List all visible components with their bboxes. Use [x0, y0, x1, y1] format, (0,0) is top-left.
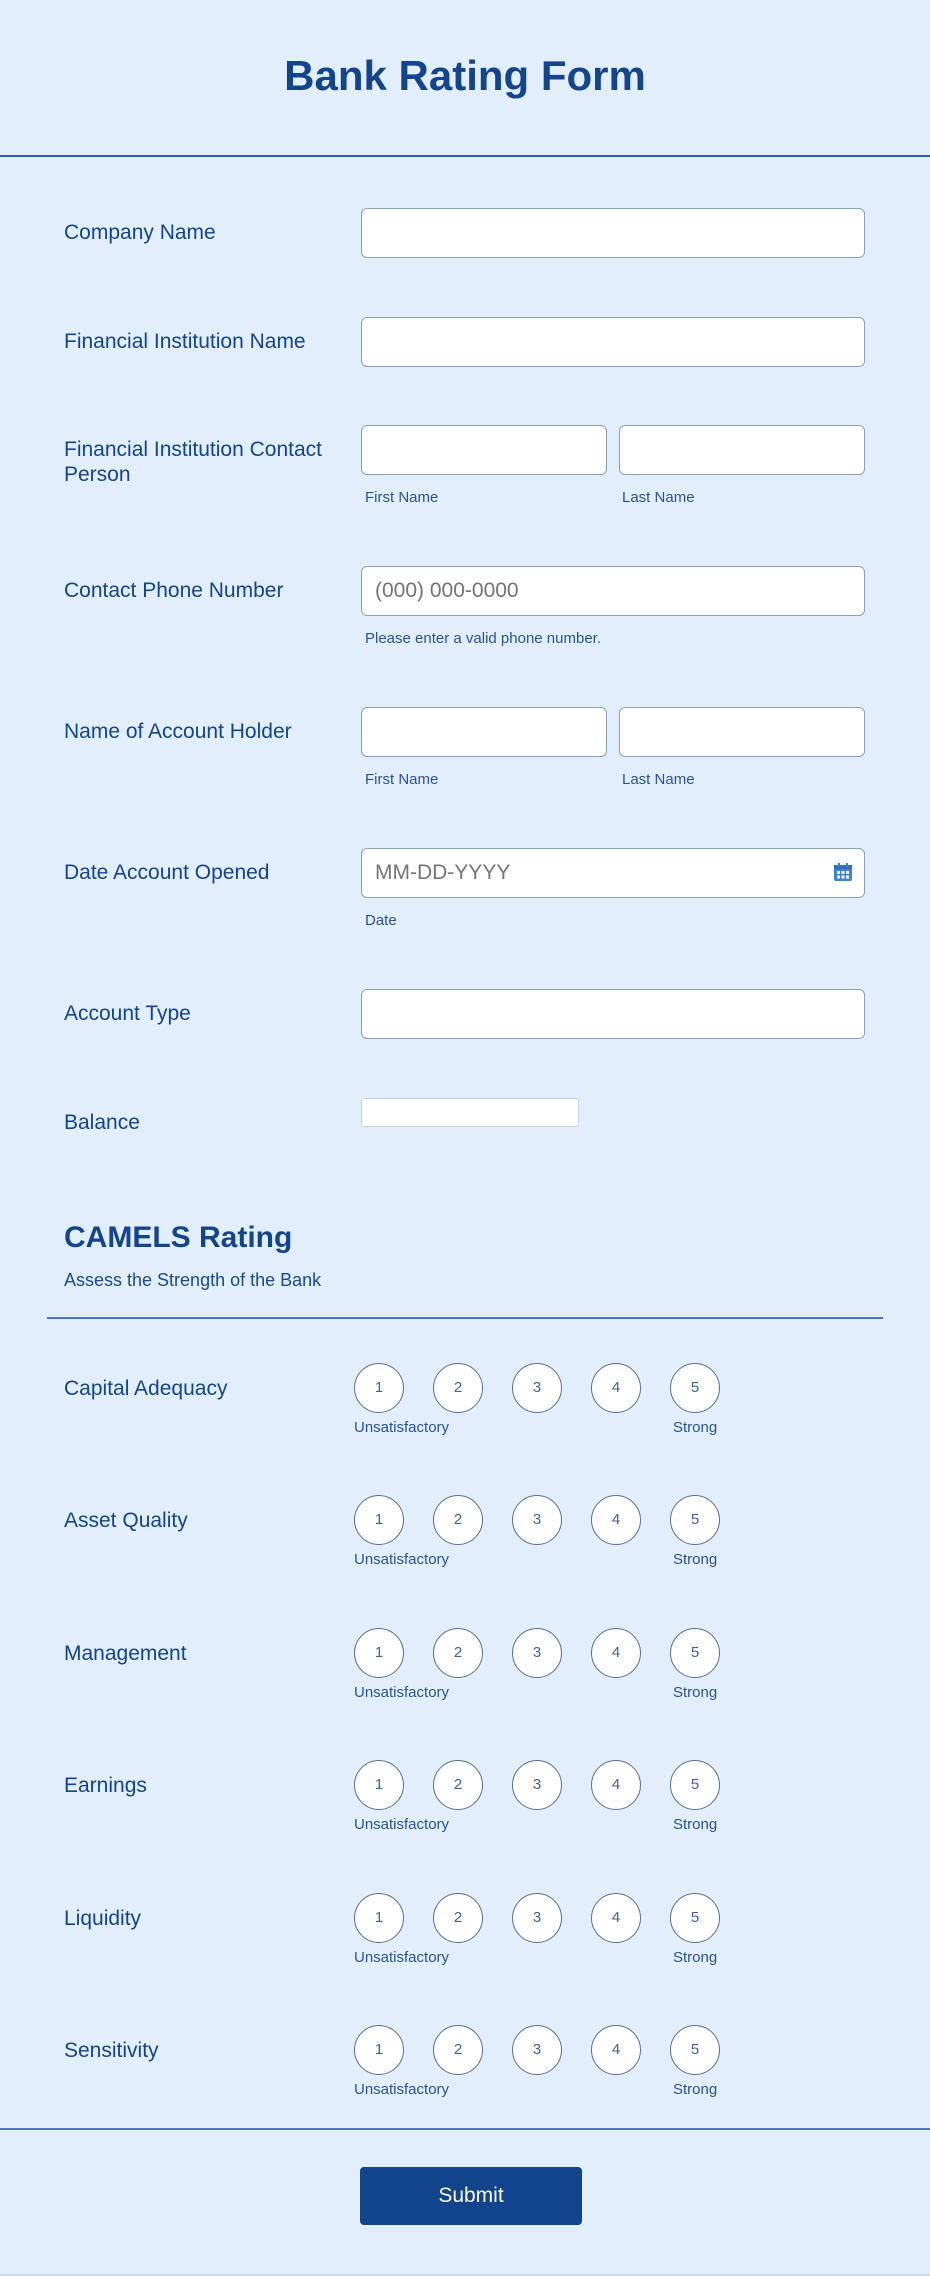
date-opened-input[interactable]: [361, 848, 865, 898]
contact-last-name-sublabel: Last Name: [622, 489, 695, 506]
date-opened-sublabel: Date: [365, 912, 397, 929]
rating-option-2[interactable]: 2: [433, 1495, 483, 1545]
scale-low-label: Unsatisfactory: [354, 1419, 450, 1436]
contact-last-name-input[interactable]: [619, 425, 865, 475]
form-title: Bank Rating Form: [284, 52, 646, 99]
rating-row: [0, 1495, 930, 1575]
rating-option-3[interactable]: 3: [512, 1760, 562, 1810]
rating-option-1[interactable]: 1: [354, 1495, 404, 1545]
rating-option-4[interactable]: 4: [591, 1760, 641, 1810]
rating-option-5[interactable]: 5: [670, 2025, 720, 2075]
rating-criterion-label: Management: [64, 1642, 187, 1665]
balance-label: Balance: [64, 1111, 140, 1134]
rating-criterion-label: Capital Adequacy: [64, 1377, 228, 1400]
camels-section-subtitle: Assess the Strength of the Bank: [64, 1270, 322, 1290]
date-opened-field: [361, 848, 865, 898]
rating-option-1[interactable]: 1: [354, 1363, 404, 1413]
rating-option-3[interactable]: 3: [512, 1628, 562, 1678]
rating-row: [0, 1893, 930, 1973]
rating-criterion-label: Asset Quality: [64, 1509, 188, 1532]
scale-high-label: Strong: [673, 1419, 718, 1436]
holder-last-name-sublabel: Last Name: [622, 771, 695, 788]
scale-high-label: Strong: [673, 2081, 718, 2098]
scale-low-label: Unsatisfactory: [354, 1949, 450, 1966]
company-name-label: Company Name: [64, 221, 216, 244]
rating-option-1[interactable]: 1: [354, 1760, 404, 1810]
scale-low-label: Unsatisfactory: [354, 1684, 450, 1701]
camels-section-title: CAMELS Rating: [64, 1221, 293, 1254]
form-header: [0, 0, 930, 157]
account-type-input[interactable]: [361, 989, 865, 1039]
rating-option-4[interactable]: 4: [591, 1363, 641, 1413]
rating-row: [0, 1363, 930, 1443]
rating-option-3[interactable]: 3: [512, 1495, 562, 1545]
rating-option-5[interactable]: 5: [670, 1628, 720, 1678]
scale-high-label: Strong: [673, 1949, 718, 1966]
date-opened-label: Date Account Opened: [64, 861, 270, 884]
rating-option-5[interactable]: 5: [670, 1363, 720, 1413]
submit-button[interactable]: Submit: [360, 2167, 582, 2225]
rating-option-2[interactable]: 2: [433, 1760, 483, 1810]
rating-option-5[interactable]: 5: [670, 1893, 720, 1943]
scale-high-label: Strong: [673, 1684, 718, 1701]
scale-low-label: Unsatisfactory: [354, 1551, 450, 1568]
holder-last-name-input[interactable]: [619, 707, 865, 757]
contact-person-label: Financial Institution Contact Person: [64, 438, 322, 486]
rating-option-3[interactable]: 3: [512, 2025, 562, 2075]
scale-high-label: Strong: [673, 1551, 718, 1568]
company-name-input[interactable]: [361, 208, 865, 258]
rating-option-1[interactable]: 1: [354, 2025, 404, 2075]
holder-first-name-sublabel: First Name: [365, 771, 439, 788]
calendar-icon[interactable]: [833, 862, 853, 882]
rating-criterion-label: Earnings: [64, 1774, 147, 1797]
rating-option-4[interactable]: 4: [591, 2025, 641, 2075]
rating-option-5[interactable]: 5: [670, 1760, 720, 1810]
contact-phone-hint: Please enter a valid phone number.: [365, 630, 601, 647]
contact-phone-input[interactable]: [361, 566, 865, 616]
balance-input[interactable]: [361, 1098, 579, 1127]
rating-criterion-label: Sensitivity: [64, 2039, 159, 2062]
rating-option-1[interactable]: 1: [354, 1893, 404, 1943]
rating-row: [0, 1628, 930, 1708]
account-type-label: Account Type: [64, 1002, 191, 1025]
rating-option-2[interactable]: 2: [433, 1363, 483, 1413]
scale-low-label: Unsatisfactory: [354, 1816, 450, 1833]
contact-first-name-input[interactable]: [361, 425, 607, 475]
rating-option-2[interactable]: 2: [433, 1628, 483, 1678]
rating-row: [0, 1760, 930, 1840]
rating-row: [0, 2025, 930, 2105]
rating-option-2[interactable]: 2: [433, 1893, 483, 1943]
scale-high-label: Strong: [673, 1816, 718, 1833]
footer-divider: [0, 2128, 930, 2130]
rating-option-4[interactable]: 4: [591, 1628, 641, 1678]
rating-criterion-label: Liquidity: [64, 1907, 142, 1930]
rating-option-2[interactable]: 2: [433, 2025, 483, 2075]
institution-name-label: Financial Institution Name: [64, 330, 306, 353]
contact-phone-label: Contact Phone Number: [64, 579, 284, 602]
holder-first-name-input[interactable]: [361, 707, 607, 757]
rating-option-3[interactable]: 3: [512, 1893, 562, 1943]
institution-name-input[interactable]: [361, 317, 865, 367]
section-divider: [47, 1317, 883, 1319]
rating-option-4[interactable]: 4: [591, 1495, 641, 1545]
scale-low-label: Unsatisfactory: [354, 2081, 450, 2098]
contact-first-name-sublabel: First Name: [365, 489, 439, 506]
rating-option-3[interactable]: 3: [512, 1363, 562, 1413]
rating-option-4[interactable]: 4: [591, 1893, 641, 1943]
account-holder-label: Name of Account Holder: [64, 720, 292, 743]
rating-option-1[interactable]: 1: [354, 1628, 404, 1678]
rating-option-5[interactable]: 5: [670, 1495, 720, 1545]
